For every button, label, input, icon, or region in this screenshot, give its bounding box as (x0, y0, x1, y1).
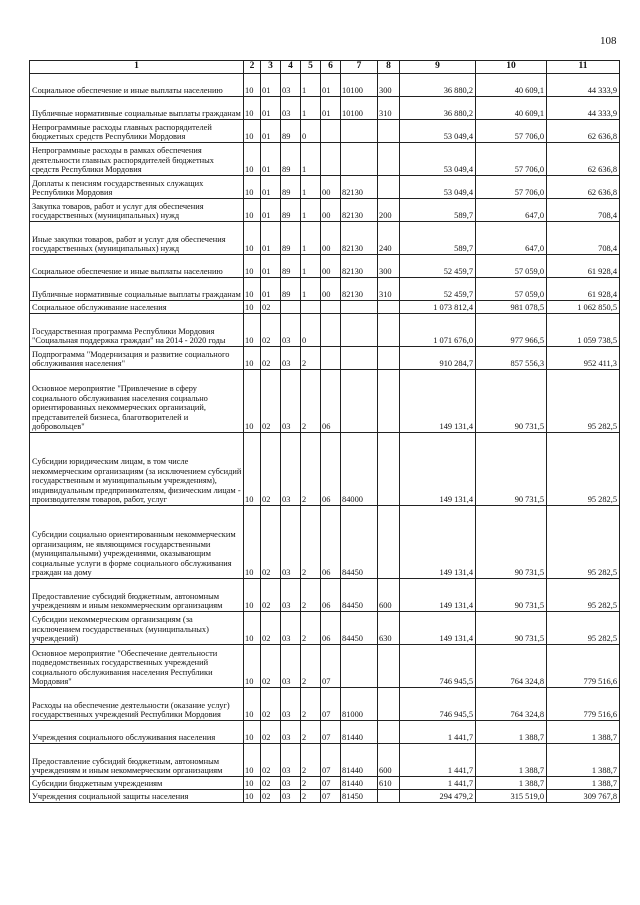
amount-col9: 53 049,4 (400, 120, 476, 143)
code-expense-type (378, 120, 400, 143)
code-program: 03 (281, 433, 301, 506)
amount-col10: 764 324,8 (476, 645, 547, 688)
amount-col10: 1 388,7 (476, 777, 547, 790)
table-row (30, 721, 620, 744)
amount-col11: 61 928,4 (547, 278, 620, 301)
code-section: 10 (244, 74, 261, 97)
table-row (30, 506, 620, 579)
code-program: 89 (281, 278, 301, 301)
code-section: 10 (244, 744, 261, 777)
code-program: 89 (281, 120, 301, 143)
code-program: 03 (281, 579, 301, 612)
table-row (30, 199, 620, 222)
code-event: 07 (321, 790, 341, 803)
code-program: 89 (281, 143, 301, 176)
amount-col11: 62 636,8 (547, 120, 620, 143)
code-expense-type: 300 (378, 74, 400, 97)
code-subprogram: 0 (301, 314, 321, 347)
amount-col10: 90 731,5 (476, 370, 547, 433)
page-number: 108 (600, 35, 617, 47)
code-direction: 84450 (341, 579, 378, 612)
row-name: Субсидии бюджетным учреждениям (30, 777, 244, 790)
code-subprogram: 1 (301, 278, 321, 301)
code-subprogram: 2 (301, 612, 321, 645)
code-section: 10 (244, 347, 261, 370)
code-direction: 84000 (341, 433, 378, 506)
code-subsection: 02 (261, 790, 281, 803)
code-expense-type: 600 (378, 744, 400, 777)
code-expense-type (378, 433, 400, 506)
table-row (30, 120, 620, 143)
amount-col9: 53 049,4 (400, 143, 476, 176)
amount-col10: 90 731,5 (476, 506, 547, 579)
amount-col11: 952 411,3 (547, 347, 620, 370)
amount-col9: 746 945,5 (400, 645, 476, 688)
code-expense-type (378, 347, 400, 370)
code-direction: 81450 (341, 790, 378, 803)
code-direction: 10100 (341, 74, 378, 97)
code-section: 10 (244, 255, 261, 278)
code-event: 07 (321, 721, 341, 744)
code-subprogram: 1 (301, 97, 321, 120)
code-direction: 82130 (341, 278, 378, 301)
code-subsection: 01 (261, 143, 281, 176)
code-expense-type: 240 (378, 222, 400, 255)
table-row (30, 176, 620, 199)
budget-table (29, 60, 620, 803)
code-direction: 82130 (341, 255, 378, 278)
code-direction: 84450 (341, 506, 378, 579)
row-name: Иные закупки товаров, работ и услуг для обеспечения государственных (муниципальных) нужд (30, 222, 244, 255)
amount-col10: 981 078,5 (476, 301, 547, 314)
code-direction (341, 301, 378, 314)
amount-col11: 779 516,6 (547, 688, 620, 721)
table-row (30, 74, 620, 97)
code-subprogram: 2 (301, 347, 321, 370)
code-direction: 81440 (341, 777, 378, 790)
code-direction: 10100 (341, 97, 378, 120)
code-section: 10 (244, 120, 261, 143)
code-subsection: 02 (261, 721, 281, 744)
code-section: 10 (244, 222, 261, 255)
code-expense-type: 630 (378, 612, 400, 645)
header-cell: 1 (30, 61, 244, 74)
amount-col9: 589,7 (400, 222, 476, 255)
code-section: 10 (244, 579, 261, 612)
row-name: Публичные нормативные социальные выплаты гражданам (30, 278, 244, 301)
code-expense-type: 300 (378, 255, 400, 278)
code-direction: 84450 (341, 612, 378, 645)
code-event: 06 (321, 506, 341, 579)
code-event: 06 (321, 579, 341, 612)
code-subprogram: 2 (301, 777, 321, 790)
amount-col10: 40 609,1 (476, 74, 547, 97)
code-expense-type (378, 790, 400, 803)
table-row (30, 347, 620, 370)
table-row (30, 433, 620, 506)
amount-col9: 1 071 676,0 (400, 314, 476, 347)
code-program: 03 (281, 612, 301, 645)
code-program: 03 (281, 370, 301, 433)
table-row (30, 370, 620, 433)
code-expense-type (378, 301, 400, 314)
header-cell: 2 (244, 61, 261, 74)
code-direction (341, 370, 378, 433)
row-name: Непрограммные расходы в рамках обеспечения деятельности главных распорядителей бюджетных средств Республики Мордовия (30, 143, 244, 176)
code-program: 03 (281, 74, 301, 97)
code-subprogram: 0 (301, 120, 321, 143)
amount-col10: 647,0 (476, 199, 547, 222)
code-subsection: 02 (261, 744, 281, 777)
amount-col11: 708,4 (547, 199, 620, 222)
amount-col9: 1 441,7 (400, 721, 476, 744)
amount-col11: 95 282,5 (547, 579, 620, 612)
row-name: Субсидии некоммерческим организациям (за исключением государственных (муниципальных) учреждений) (30, 612, 244, 645)
amount-col9: 1 073 812,4 (400, 301, 476, 314)
code-subsection: 01 (261, 97, 281, 120)
code-program: 89 (281, 255, 301, 278)
code-direction: 82130 (341, 199, 378, 222)
code-direction (341, 645, 378, 688)
amount-col10: 90 731,5 (476, 612, 547, 645)
code-direction: 81440 (341, 721, 378, 744)
table-row (30, 301, 620, 314)
code-subsection: 02 (261, 688, 281, 721)
code-event: 00 (321, 199, 341, 222)
code-section: 10 (244, 314, 261, 347)
amount-col9: 53 049,4 (400, 176, 476, 199)
code-subprogram: 2 (301, 506, 321, 579)
amount-col10: 90 731,5 (476, 579, 547, 612)
row-name: Субсидии социально ориентированным некоммерческим организациям, не являющимся государственными (муниципальными) учреждениями, оказывающим социальные услуги в форме социального обслуживания граждан на дому (30, 506, 244, 579)
code-program: 03 (281, 688, 301, 721)
code-subsection: 02 (261, 314, 281, 347)
code-subprogram: 2 (301, 645, 321, 688)
code-event (321, 347, 341, 370)
code-section: 10 (244, 176, 261, 199)
amount-col9: 1 441,7 (400, 777, 476, 790)
code-event: 06 (321, 612, 341, 645)
code-subsection: 02 (261, 579, 281, 612)
code-subsection: 02 (261, 347, 281, 370)
code-expense-type (378, 506, 400, 579)
header-cell: 8 (378, 61, 400, 74)
table-row (30, 688, 620, 721)
code-expense-type: 200 (378, 199, 400, 222)
code-section: 10 (244, 278, 261, 301)
amount-col9: 910 284,7 (400, 347, 476, 370)
code-direction (341, 347, 378, 370)
code-event: 01 (321, 74, 341, 97)
code-subsection: 02 (261, 370, 281, 433)
code-expense-type (378, 721, 400, 744)
code-subprogram: 2 (301, 790, 321, 803)
row-name: Непрограммные расходы главных распорядителей бюджетных средств Республики Мордовия (30, 120, 244, 143)
table-row (30, 255, 620, 278)
header-row (30, 61, 620, 74)
amount-col11: 62 636,8 (547, 176, 620, 199)
amount-col10: 857 556,3 (476, 347, 547, 370)
code-subsection: 01 (261, 255, 281, 278)
amount-col11: 1 059 738,5 (547, 314, 620, 347)
amount-col10: 1 388,7 (476, 744, 547, 777)
table-row (30, 777, 620, 790)
code-event: 00 (321, 176, 341, 199)
code-subsection: 02 (261, 506, 281, 579)
header-cell: 5 (301, 61, 321, 74)
code-subsection: 02 (261, 612, 281, 645)
code-section: 10 (244, 612, 261, 645)
code-event (321, 314, 341, 347)
code-subsection: 01 (261, 222, 281, 255)
code-program: 03 (281, 506, 301, 579)
code-section: 10 (244, 370, 261, 433)
code-subprogram: 1 (301, 74, 321, 97)
code-program: 03 (281, 314, 301, 347)
code-event: 06 (321, 433, 341, 506)
amount-col10: 1 388,7 (476, 721, 547, 744)
row-name: Предоставление субсидий бюджетным, автономным учреждениям и иным некоммерческим организациям (30, 579, 244, 612)
code-subsection: 01 (261, 278, 281, 301)
table-row (30, 143, 620, 176)
code-section: 10 (244, 433, 261, 506)
table-row (30, 645, 620, 688)
code-subprogram: 2 (301, 433, 321, 506)
table-row (30, 97, 620, 120)
code-event: 07 (321, 688, 341, 721)
code-expense-type (378, 176, 400, 199)
amount-col11: 95 282,5 (547, 612, 620, 645)
amount-col11: 61 928,4 (547, 255, 620, 278)
row-name: Публичные нормативные социальные выплаты гражданам (30, 97, 244, 120)
amount-col11: 1 388,7 (547, 721, 620, 744)
amount-col11: 779 516,6 (547, 645, 620, 688)
code-section: 10 (244, 199, 261, 222)
code-subprogram: 1 (301, 176, 321, 199)
code-subprogram: 1 (301, 199, 321, 222)
amount-col11: 95 282,5 (547, 433, 620, 506)
code-section: 10 (244, 301, 261, 314)
code-program: 03 (281, 721, 301, 744)
code-subprogram: 2 (301, 688, 321, 721)
table-row (30, 612, 620, 645)
amount-col9: 1 441,7 (400, 744, 476, 777)
code-section: 10 (244, 688, 261, 721)
amount-col10: 57 059,0 (476, 255, 547, 278)
code-event (321, 120, 341, 143)
row-name: Расходы на обеспечение деятельности (оказание услуг) государственных учреждений Республики Мордовия (30, 688, 244, 721)
code-subsection: 02 (261, 645, 281, 688)
table-row (30, 744, 620, 777)
code-expense-type (378, 370, 400, 433)
code-subprogram: 2 (301, 744, 321, 777)
code-program: 03 (281, 744, 301, 777)
row-name: Подпрограмма "Модернизация и развитие социального обслуживания населения" (30, 347, 244, 370)
code-expense-type (378, 688, 400, 721)
code-program: 03 (281, 97, 301, 120)
code-program: 03 (281, 645, 301, 688)
code-program: 89 (281, 176, 301, 199)
table-row (30, 790, 620, 803)
header-cell: 7 (341, 61, 378, 74)
amount-col10: 315 519,0 (476, 790, 547, 803)
amount-col10: 57 706,0 (476, 143, 547, 176)
amount-col10: 90 731,5 (476, 433, 547, 506)
code-section: 10 (244, 143, 261, 176)
code-subprogram: 1 (301, 255, 321, 278)
amount-col9: 52 459,7 (400, 255, 476, 278)
code-subsection: 01 (261, 176, 281, 199)
code-direction: 82130 (341, 176, 378, 199)
table-row (30, 579, 620, 612)
amount-col9: 149 131,4 (400, 433, 476, 506)
amount-col9: 149 131,4 (400, 612, 476, 645)
amount-col11: 62 636,8 (547, 143, 620, 176)
header-cell: 6 (321, 61, 341, 74)
table-row (30, 278, 620, 301)
code-direction (341, 314, 378, 347)
code-event: 00 (321, 222, 341, 255)
code-event: 06 (321, 370, 341, 433)
header-cell: 10 (476, 61, 547, 74)
code-program: 03 (281, 790, 301, 803)
amount-col9: 149 131,4 (400, 370, 476, 433)
code-subsection: 01 (261, 74, 281, 97)
amount-col9: 149 131,4 (400, 579, 476, 612)
code-direction (341, 120, 378, 143)
row-name: Доплаты к пенсиям государственных служащих Республики Мордовия (30, 176, 244, 199)
row-name: Закупка товаров, работ и услуг для обеспечения государственных (муниципальных) нужд (30, 199, 244, 222)
code-direction: 82130 (341, 222, 378, 255)
amount-col10: 764 324,8 (476, 688, 547, 721)
code-subsection: 02 (261, 433, 281, 506)
code-expense-type: 610 (378, 777, 400, 790)
code-subsection: 02 (261, 777, 281, 790)
row-name: Учреждения социального обслуживания населения (30, 721, 244, 744)
row-name: Социальное обслуживание населения (30, 301, 244, 314)
code-subsection: 02 (261, 301, 281, 314)
header-cell: 11 (547, 61, 620, 74)
amount-col10: 57 706,0 (476, 120, 547, 143)
code-direction (341, 143, 378, 176)
code-event: 01 (321, 97, 341, 120)
row-name: Социальное обеспечение и иные выплаты населению (30, 255, 244, 278)
row-name: Субсидии юридическим лицам, в том числе некоммерческим организациям (за исключением субсидий государственным и муниципальным учреждениям), индивидуальным предпринимателям, физическим лицам - производителям товаров, работ, услуг (30, 433, 244, 506)
code-subsection: 01 (261, 120, 281, 143)
amount-col9: 52 459,7 (400, 278, 476, 301)
amount-col9: 36 880,2 (400, 97, 476, 120)
code-expense-type: 310 (378, 97, 400, 120)
amount-col11: 309 767,8 (547, 790, 620, 803)
table-row (30, 314, 620, 347)
amount-col11: 1 062 850,5 (547, 301, 620, 314)
amount-col11: 1 388,7 (547, 744, 620, 777)
code-direction: 81000 (341, 688, 378, 721)
code-event: 00 (321, 278, 341, 301)
row-name: Основное мероприятие "Привлечение в сферу социального обслуживания населения социально ориентированных некоммерческих организаций, представителей бизнеса, благотворителей и добровольцев" (30, 370, 244, 433)
amount-col11: 95 282,5 (547, 506, 620, 579)
code-program: 89 (281, 222, 301, 255)
code-event: 07 (321, 744, 341, 777)
code-subprogram: 2 (301, 370, 321, 433)
code-event: 00 (321, 255, 341, 278)
code-section: 10 (244, 97, 261, 120)
amount-col11: 95 282,5 (547, 370, 620, 433)
code-section: 10 (244, 777, 261, 790)
code-subsection: 01 (261, 199, 281, 222)
code-subprogram: 2 (301, 721, 321, 744)
code-program (281, 301, 301, 314)
code-section: 10 (244, 645, 261, 688)
amount-col10: 40 609,1 (476, 97, 547, 120)
code-expense-type (378, 143, 400, 176)
amount-col10: 977 966,5 (476, 314, 547, 347)
row-name: Социальное обеспечение и иные выплаты населению (30, 74, 244, 97)
code-program: 03 (281, 777, 301, 790)
code-section: 10 (244, 506, 261, 579)
code-section: 10 (244, 790, 261, 803)
header-cell: 3 (261, 61, 281, 74)
code-event (321, 143, 341, 176)
code-event (321, 301, 341, 314)
amount-col9: 589,7 (400, 199, 476, 222)
code-subprogram: 1 (301, 222, 321, 255)
code-expense-type: 600 (378, 579, 400, 612)
code-direction: 81440 (341, 744, 378, 777)
row-name: Учреждения социальной защиты населения (30, 790, 244, 803)
code-expense-type (378, 645, 400, 688)
code-expense-type: 310 (378, 278, 400, 301)
amount-col9: 149 131,4 (400, 506, 476, 579)
code-event: 07 (321, 645, 341, 688)
amount-col11: 708,4 (547, 222, 620, 255)
amount-col10: 57 059,0 (476, 278, 547, 301)
code-section: 10 (244, 721, 261, 744)
amount-col9: 36 880,2 (400, 74, 476, 97)
table-row (30, 222, 620, 255)
code-subprogram: 1 (301, 143, 321, 176)
code-program: 89 (281, 199, 301, 222)
row-name: Государственная программа Республики Мордовия "Социальная поддержка граждан" на 2014 - 2020 годы (30, 314, 244, 347)
header-cell: 9 (400, 61, 476, 74)
amount-col10: 57 706,0 (476, 176, 547, 199)
code-subprogram (301, 301, 321, 314)
amount-col11: 44 333,9 (547, 74, 620, 97)
amount-col9: 294 479,2 (400, 790, 476, 803)
row-name: Предоставление субсидий бюджетным, автономным учреждениям и иным некоммерческим организациям (30, 744, 244, 777)
row-name: Основное мероприятие "Обеспечение деятельности подведомственных государственных учреждений социального обслуживания населения Республики Мордовия" (30, 645, 244, 688)
amount-col11: 44 333,9 (547, 97, 620, 120)
amount-col9: 746 945,5 (400, 688, 476, 721)
table-body (30, 74, 620, 803)
code-expense-type (378, 314, 400, 347)
amount-col11: 1 388,7 (547, 777, 620, 790)
amount-col10: 647,0 (476, 222, 547, 255)
header-cell: 4 (281, 61, 301, 74)
code-event: 07 (321, 777, 341, 790)
code-program: 03 (281, 347, 301, 370)
code-subprogram: 2 (301, 579, 321, 612)
